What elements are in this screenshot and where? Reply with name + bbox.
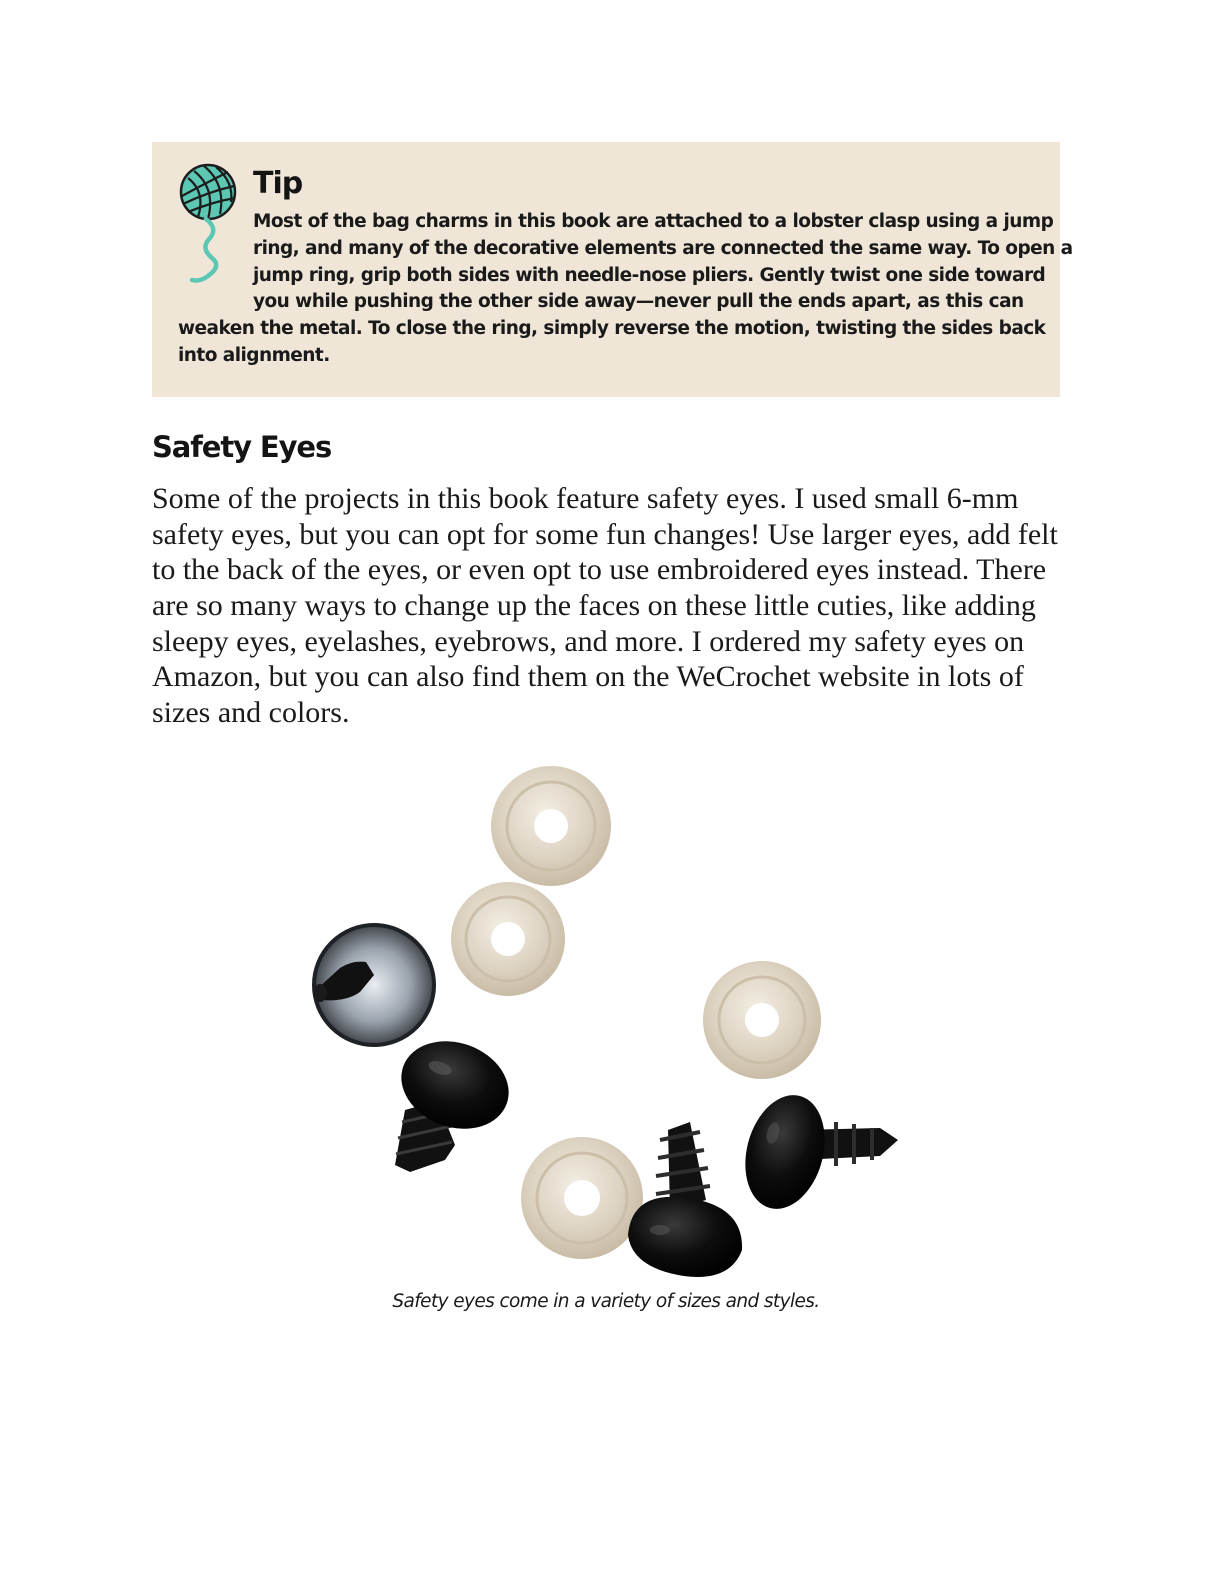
tip-text-line: weaken the metal. To close the ring, simply reverse the motion, twisting the sides back: [178, 318, 1046, 339]
tip-text-line: Most of the bag charms in this book are attached to a lobster clasp using a jump: [253, 211, 1054, 232]
body-text-line: Amazon, but you can also find them on the WeCrochet website in lots of: [152, 660, 1024, 693]
tip-text-line: jump ring, grip both sides with needle-nose pliers. Gently twist one side toward: [253, 265, 1046, 286]
body-text-line: are so many ways to change up the faces on these little cuties, like adding: [152, 589, 1036, 622]
tip-text-line: you while pushing the other side away—never pull the ends apart, as this can: [253, 291, 1024, 312]
tip-text-line: into alignment.: [178, 345, 330, 366]
body-text-line: safety eyes, but you can opt for some fun changes! Use larger eyes, add felt: [152, 518, 1058, 551]
body-text-line: Some of the projects in this book feature safety eyes. I used small 6-mm: [152, 482, 1019, 515]
safety-eye-left: [389, 1027, 521, 1172]
safety-eye-back-view: [313, 925, 434, 1045]
safety-eye-center: [628, 1122, 742, 1277]
tip-title: Tip: [253, 166, 303, 201]
washer-bottom: [521, 1137, 643, 1259]
washer-right: [703, 961, 821, 1079]
washer-middle: [451, 882, 565, 996]
tip-text-line: ring, and many of the decorative elements are connected the same way. To open a: [253, 238, 1073, 259]
body-text-line: sizes and colors.: [152, 696, 350, 729]
body-text-line: sleepy eyes, eyelashes, eyebrows, and more. I ordered my safety eyes on: [152, 625, 1025, 658]
figure-caption: Safety eyes come in a variety of sizes and styles.: [392, 1291, 820, 1312]
washer-top: [491, 766, 611, 886]
body-text-line: to the back of the eyes, or even opt to use embroidered eyes instead. There: [152, 553, 1047, 586]
safety-eyes-photo: [300, 760, 920, 1280]
yarn-ball-icon: [176, 162, 240, 286]
section-heading: Safety Eyes: [152, 430, 332, 464]
safety-eye-right: [733, 1086, 898, 1218]
